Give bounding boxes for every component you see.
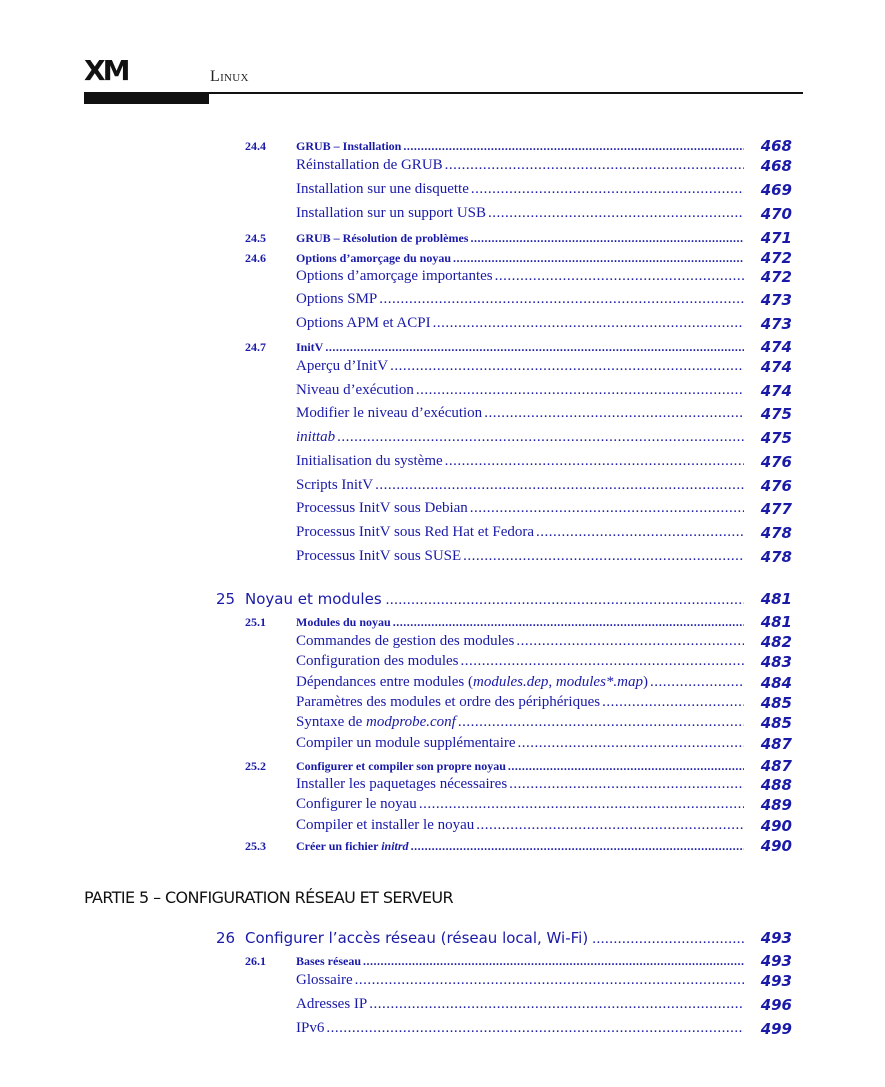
- toc-entry[interactable]: [0, 817, 885, 839]
- toc-entry[interactable]: [0, 996, 885, 1018]
- entry-label-text: Dépendances entre modules (: [296, 674, 474, 690]
- toc-entry[interactable]: [0, 181, 885, 203]
- page-number: 471: [760, 229, 792, 247]
- toc-entry[interactable]: [0, 338, 885, 360]
- toc-entry[interactable]: [0, 137, 885, 159]
- entry-label: Bases réseau: [296, 954, 361, 968]
- page-number: 496: [760, 996, 792, 1014]
- subsection-title: [296, 674, 744, 691]
- entry-label-text: Créer un fichier: [296, 839, 382, 853]
- entry-label: Processus InitV sous Red Hat et Fedora: [296, 524, 535, 540]
- subsection-title: [296, 157, 744, 174]
- subsection-title: [296, 524, 744, 541]
- subsection-title: [296, 500, 744, 517]
- toc-entry[interactable]: [0, 205, 885, 227]
- section-number: 26.1: [245, 954, 266, 968]
- toc-entry[interactable]: [0, 837, 885, 859]
- entry-label-italic: modules.dep: [473, 674, 549, 690]
- header-logo: XM: [84, 54, 128, 87]
- entry-label: Scripts InitV: [296, 477, 374, 493]
- toc-entry[interactable]: [0, 633, 885, 655]
- page-number: 474: [760, 358, 792, 376]
- subsection-title: [296, 633, 744, 650]
- entry-label: Options d’amorçage importantes: [296, 268, 493, 284]
- subsection-title: [296, 453, 744, 470]
- entry-label: Aperçu d’InitV: [296, 358, 389, 374]
- page-number: 476: [760, 477, 792, 495]
- page-number: 485: [760, 714, 792, 732]
- page-number: 476: [760, 453, 792, 471]
- page-number: 468: [760, 157, 792, 175]
- page-number: 489: [760, 796, 792, 814]
- page-number: 482: [760, 633, 792, 651]
- entry-label: Options SMP: [296, 291, 378, 307]
- entry-label: Configurer et compiler son propre noyau: [296, 759, 506, 773]
- section-number: 25.3: [245, 839, 266, 853]
- page-number: 493: [760, 952, 792, 970]
- entry-label: Installation sur un support USB: [296, 205, 486, 221]
- section-title: [296, 139, 744, 154]
- entry-label: InitV: [296, 340, 324, 354]
- subsection-title: [296, 996, 744, 1013]
- section-number: 24.4: [245, 139, 266, 153]
- subsection-title: [296, 429, 744, 446]
- page-number: 490: [760, 837, 792, 855]
- chapter-number: 26: [216, 929, 236, 947]
- subsection-title: [296, 796, 744, 813]
- page-number: 474: [760, 382, 792, 400]
- page-number: 475: [760, 405, 792, 423]
- page-number: 493: [760, 972, 792, 990]
- page-number: 488: [760, 776, 792, 794]
- subsection-title: [296, 817, 744, 834]
- section-title: [296, 251, 744, 266]
- page-number: 478: [760, 548, 792, 566]
- entry-label-text: ,: [548, 674, 556, 690]
- chapter-title: [245, 929, 744, 948]
- page-number: 477: [760, 500, 792, 518]
- chapter-entry[interactable]: [0, 590, 885, 612]
- entry-label: Paramètres des modules et ordre des périphériques: [296, 694, 601, 710]
- page-number: 473: [760, 315, 792, 333]
- entry-label: [296, 429, 337, 445]
- section-title: [296, 759, 744, 774]
- entry-label: Installation sur une disquette: [296, 181, 469, 197]
- subsection-title: [296, 268, 744, 285]
- subsection-title: [296, 1020, 744, 1037]
- section-title: [296, 954, 744, 969]
- section-number: 24.6: [245, 251, 266, 265]
- toc-entry[interactable]: [0, 548, 885, 570]
- section-title: [296, 340, 744, 355]
- toc-entry[interactable]: [0, 315, 885, 337]
- entry-label-text: Syntaxe de: [296, 714, 366, 730]
- entry-label-italic: inittab: [296, 429, 336, 445]
- page-number: 470: [760, 205, 792, 223]
- entry-label: Configuration des modules: [296, 653, 459, 669]
- toc-entry[interactable]: [0, 972, 885, 994]
- subsection-title: [296, 653, 744, 670]
- toc-entry[interactable]: [0, 229, 885, 251]
- subsection-title: [296, 548, 744, 565]
- entry-label: Configurer l’accès réseau (réseau local, Wi-Fi): [245, 929, 592, 947]
- toc-entry[interactable]: [0, 613, 885, 635]
- toc-entry[interactable]: [0, 358, 885, 380]
- toc-entry[interactable]: [0, 735, 885, 757]
- toc-entry[interactable]: [0, 453, 885, 475]
- page-number: 472: [760, 249, 792, 267]
- subsection-title: [296, 714, 744, 731]
- chapter-entry[interactable]: [0, 929, 885, 951]
- page-number: 478: [760, 524, 792, 542]
- page-number: 473: [760, 291, 792, 309]
- toc-entry[interactable]: [0, 524, 885, 546]
- entry-label: Noyau et modules: [245, 590, 386, 608]
- entry-label: Processus InitV sous Debian: [296, 500, 468, 516]
- entry-label: Compiler et installer le noyau: [296, 817, 475, 833]
- page-number: 475: [760, 429, 792, 447]
- toc-entry[interactable]: [0, 796, 885, 818]
- entry-label: Options APM et ACPI: [296, 315, 431, 331]
- entry-label: Installer les paquetages nécessaires: [296, 776, 508, 792]
- entry-label: [296, 714, 458, 730]
- section-title: [296, 839, 744, 854]
- section-number: 24.5: [245, 231, 266, 245]
- entry-label: GRUB – Installation: [296, 139, 402, 153]
- chapter-number: 25: [216, 590, 236, 608]
- page-number: 481: [760, 590, 792, 608]
- entry-label: [296, 674, 650, 690]
- entry-label: Adresses IP: [296, 996, 368, 1012]
- entry-label: IPv6: [296, 1020, 325, 1036]
- entry-label: Commandes de gestion des modules: [296, 633, 515, 649]
- section-number: 25.1: [245, 615, 266, 629]
- entry-label: Configurer le noyau: [296, 796, 417, 812]
- section-title: [296, 231, 744, 246]
- page-number: 487: [760, 757, 792, 775]
- entry-label: Niveau d’exécution: [296, 382, 414, 398]
- entry-label: Réinstallation de GRUB: [296, 157, 443, 173]
- toc-entry[interactable]: [0, 776, 885, 798]
- header-block: [84, 94, 209, 104]
- entry-label: Options d’amorçage du noyau: [296, 251, 452, 265]
- entry-label: Compiler un module supplémentaire: [296, 735, 516, 751]
- toc-entry[interactable]: [0, 500, 885, 522]
- page-number: 483: [760, 653, 792, 671]
- toc-entry[interactable]: [0, 477, 885, 499]
- subsection-title: [296, 694, 744, 711]
- section-number: 24.7: [245, 340, 266, 354]
- page-number: 481: [760, 613, 792, 631]
- toc-entry[interactable]: [0, 382, 885, 404]
- page-number: 493: [760, 929, 792, 947]
- entry-label: Glossaire: [296, 972, 353, 988]
- page-number: 468: [760, 137, 792, 155]
- page-number: 499: [760, 1020, 792, 1038]
- toc-entry[interactable]: [0, 429, 885, 451]
- entry-label: Processus InitV sous SUSE: [296, 548, 462, 564]
- header-title: Linux: [210, 68, 249, 85]
- toc-entry[interactable]: [0, 674, 885, 696]
- entry-label-italic: initrd: [381, 839, 409, 853]
- subsection-title: [296, 291, 744, 308]
- subsection-title: [296, 205, 744, 222]
- toc-entry[interactable]: [0, 268, 885, 290]
- subsection-title: [296, 358, 744, 375]
- entry-label: Modifier le niveau d’exécution: [296, 405, 483, 421]
- entry-label: GRUB – Résolution de problèmes: [296, 231, 469, 245]
- toc-entry[interactable]: [0, 291, 885, 313]
- part-heading: PARTIE 5 – CONFIGURATION RÉSEAU ET SERVEUR: [84, 888, 454, 907]
- chapter-title: [245, 590, 744, 609]
- subsection-title: [296, 972, 744, 989]
- toc-entry[interactable]: [0, 1020, 885, 1042]
- entry-label: [296, 839, 411, 853]
- subsection-title: [296, 382, 744, 399]
- subsection-title: [296, 181, 744, 198]
- subsection-title: [296, 315, 744, 332]
- entry-label-italic: modules*.map: [555, 674, 643, 690]
- page-number: 485: [760, 694, 792, 712]
- section-title: [296, 615, 744, 630]
- page-number: 484: [760, 674, 792, 692]
- toc-entry[interactable]: [0, 694, 885, 716]
- toc-entry[interactable]: [0, 714, 885, 736]
- subsection-title: [296, 735, 744, 752]
- entry-label-text: ): [643, 674, 648, 690]
- subsection-title: [296, 776, 744, 793]
- page-number: 487: [760, 735, 792, 753]
- toc-entry[interactable]: [0, 157, 885, 179]
- toc-entry[interactable]: [0, 952, 885, 974]
- entry-label: Modules du noyau: [296, 615, 391, 629]
- subsection-title: [296, 477, 744, 494]
- page-number: 490: [760, 817, 792, 835]
- subsection-title: [296, 405, 744, 422]
- page-number: 469: [760, 181, 792, 199]
- section-number: 25.2: [245, 759, 266, 773]
- page-number: 474: [760, 338, 792, 356]
- entry-label: Initialisation du système: [296, 453, 443, 469]
- toc-entry[interactable]: [0, 405, 885, 427]
- toc-entry[interactable]: [0, 653, 885, 675]
- page-number: 472: [760, 268, 792, 286]
- entry-label-italic: modprobe.conf: [365, 714, 456, 730]
